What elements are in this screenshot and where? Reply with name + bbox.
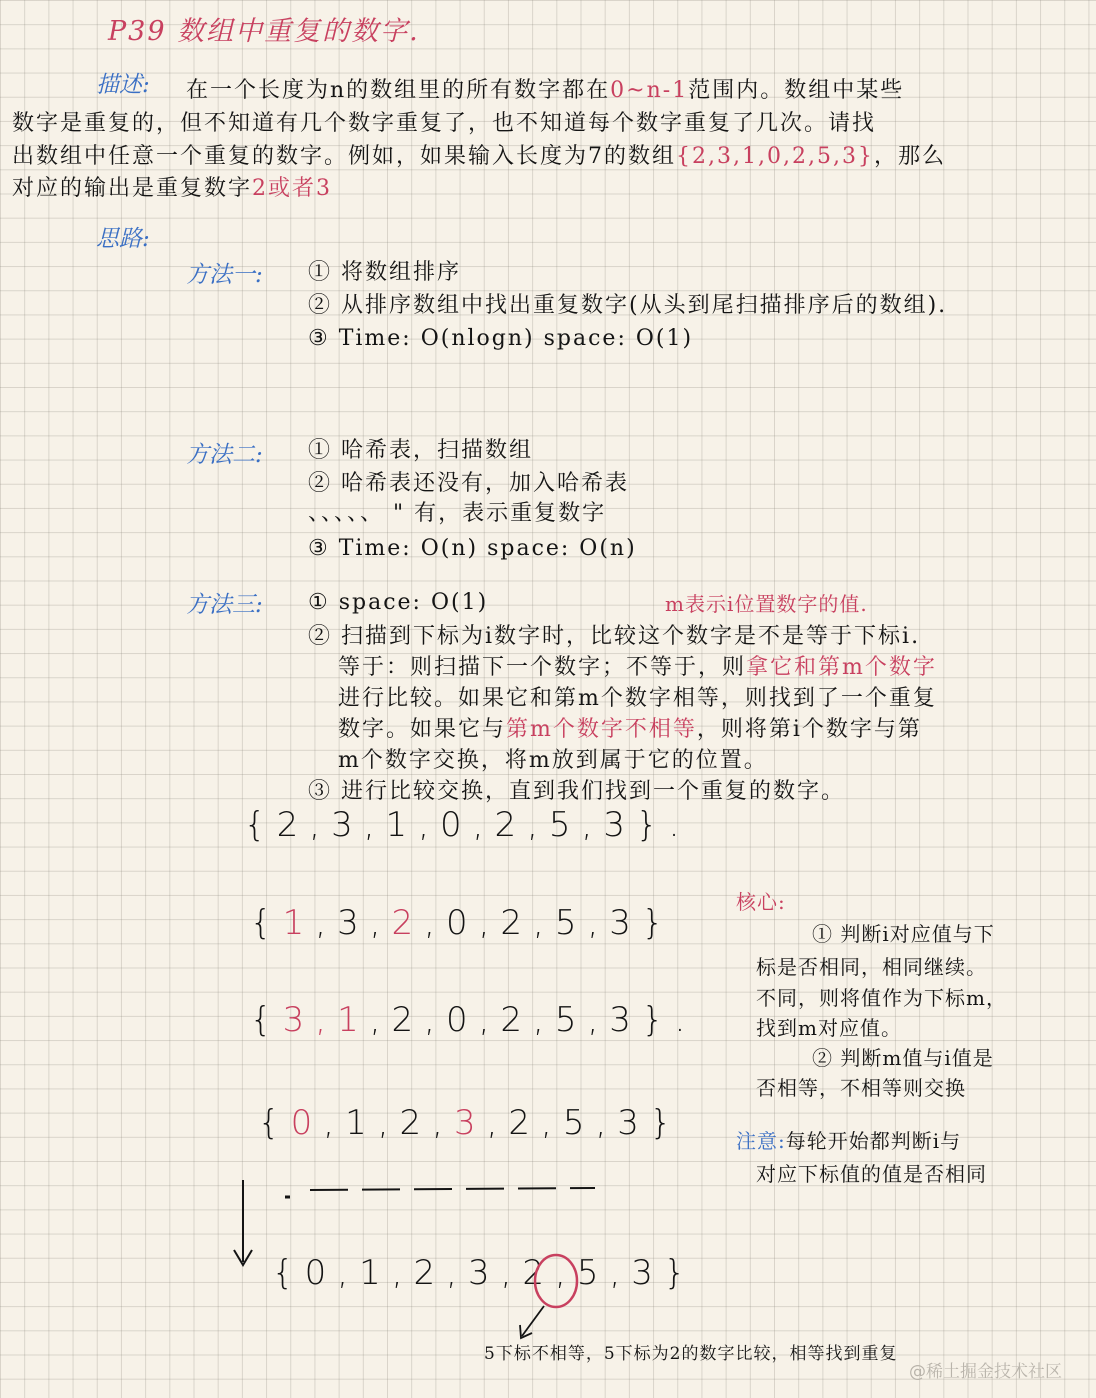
example-answer: 2或者3	[252, 176, 333, 201]
array-cell: ,5,3}	[555, 1253, 697, 1293]
description-label: 描述:	[96, 72, 150, 98]
method3-p2-line-3: 进行比较。如果它和第m个数字相等，则找到了一个重复	[338, 686, 937, 711]
array-cell: ,	[527, 805, 549, 845]
method1-step-3: ③ Time: O(nlogn) space: O(1)	[308, 326, 694, 351]
array-cell: }.	[636, 805, 691, 845]
method1-label: 方法一:	[186, 262, 263, 288]
method1-step-2: ② 从排序数组中找出重复数字(从头到尾扫描排序后的数组).	[308, 293, 948, 318]
duplicate-circle	[535, 1255, 577, 1307]
array-cell: ,	[581, 805, 604, 845]
array-cell: ,	[472, 805, 495, 845]
method3-label: 方法三:	[186, 592, 263, 618]
core-line-4: 找到m对应值。	[756, 1016, 902, 1040]
array-cell-swapped: 3,1	[282, 1000, 370, 1040]
array-cell-swapped: 1	[282, 903, 316, 943]
description-line-2: 数字是重复的，但不知道有几个数字重复了，也不知道每个数字重复了几次。请找	[12, 111, 877, 136]
array-cell-swapped: 0	[290, 1103, 324, 1143]
method2-step-2b: 、、、、、 " 有，表示重复数字	[308, 501, 607, 526]
array-cell: 2	[494, 805, 528, 845]
range-highlight: 0~n-1	[610, 78, 689, 103]
method2-step-1: ① 哈希表，扫描数组	[308, 438, 533, 463]
core-line-1: ① 判断i对应值与下	[812, 922, 995, 946]
array-cell: ,	[418, 805, 440, 845]
dashed-separator	[310, 1188, 595, 1190]
description-text: 对应的输出是重复数字	[12, 176, 253, 201]
method3-step-3: ③ 进行比较交换，直到我们找到一个重复的数字。	[308, 779, 845, 804]
array-cell: {0,1,2,3,	[272, 1253, 523, 1293]
core-line-3: 不同，则将值作为下标m，	[756, 986, 1007, 1010]
description-text: 出数组中任意一个重复的数字。例如，如果输入长度为7的数组	[12, 144, 676, 169]
method3-p2-line-5: m个数字交换，将m放到属于它的位置。	[338, 748, 768, 773]
core-label: 核心:	[736, 890, 786, 914]
method3-highlight: 拿它和第m个数字	[746, 655, 937, 680]
array-cell: ,	[309, 805, 332, 845]
duplicate-number: 2	[522, 1253, 556, 1293]
description-text: ，那么	[873, 144, 946, 169]
method3-highlight: 第m个数字不相等	[506, 717, 697, 742]
method3-text: 数字。如果它与	[338, 717, 507, 742]
description-text: 在一个长度为n的数组里的所有数字都在	[186, 78, 611, 103]
array-cell: 0	[440, 805, 473, 845]
core-line-2: 标是否相同，相同继续。	[756, 955, 987, 979]
array-cell: ,1,2,	[323, 1103, 454, 1143]
method2-label: 方法二:	[186, 442, 263, 468]
method2-step-2: ② 哈希表还没有，加入哈希表	[308, 471, 629, 496]
array-cell-swapped: 2	[391, 903, 425, 943]
caution-text: 每轮开始都判断i与	[785, 1129, 962, 1153]
array-cell: 1	[385, 805, 419, 845]
caution-line-2: 对应下标值的值是否相同	[756, 1162, 987, 1186]
method3-m-note: m表示i位置数字的值.	[665, 592, 868, 616]
method1-step-1: ① 将数组排序	[308, 260, 461, 285]
caution-line-1	[736, 1131, 961, 1151]
method3-text: 等于：则扫描下一个数字；不等于，则	[338, 655, 747, 680]
method3-p2-line-1: ② 扫描到下标为i数字时，比较这个数字是不是等于下标i.	[308, 624, 921, 649]
watermark: @稀土掘金技术社区	[909, 1362, 1062, 1382]
array-cell: ,	[363, 805, 386, 845]
array-cell: ,2,0,2,5,3}.	[369, 1000, 697, 1040]
array-cell: 3	[603, 805, 636, 845]
array-cell: ,2,5,3}	[486, 1103, 683, 1143]
array-cell: ,0,2,5,3}	[424, 903, 675, 943]
array-cell: 3	[331, 805, 364, 845]
array-cell: {	[250, 903, 283, 943]
method2-step-3: ③ Time: O(n) space: O(n)	[308, 536, 637, 561]
array-cell: {	[258, 1103, 291, 1143]
core-line-5: ② 判断m值与i值是	[812, 1046, 994, 1070]
pointer-arrow	[522, 1306, 544, 1336]
array-cell: {	[244, 805, 277, 845]
bottom-note: 5下标不相等，5下标为2的数字比较，相等找到重复	[484, 1344, 898, 1364]
example-array: {2,3,1,0,2,5,3}	[676, 144, 874, 169]
array-cell-swapped: 3	[453, 1103, 487, 1143]
core-line-6: 否相等，不相等则交换	[756, 1076, 966, 1100]
caution-label: 注意:	[736, 1129, 786, 1153]
approach-label: 思路:	[96, 226, 150, 252]
array-cell: ,3,	[315, 903, 392, 943]
array-cell: 2	[276, 805, 310, 845]
method3-text: ，则将第i个数字与第	[696, 717, 922, 742]
method3-space: ① space: O(1)	[308, 590, 489, 615]
array-cell: {	[250, 1000, 283, 1040]
description-text: 范围内。数组中某些	[688, 78, 905, 103]
array-cell: 5	[548, 805, 582, 845]
page-title: P39 数组中重复的数字.	[108, 16, 420, 47]
